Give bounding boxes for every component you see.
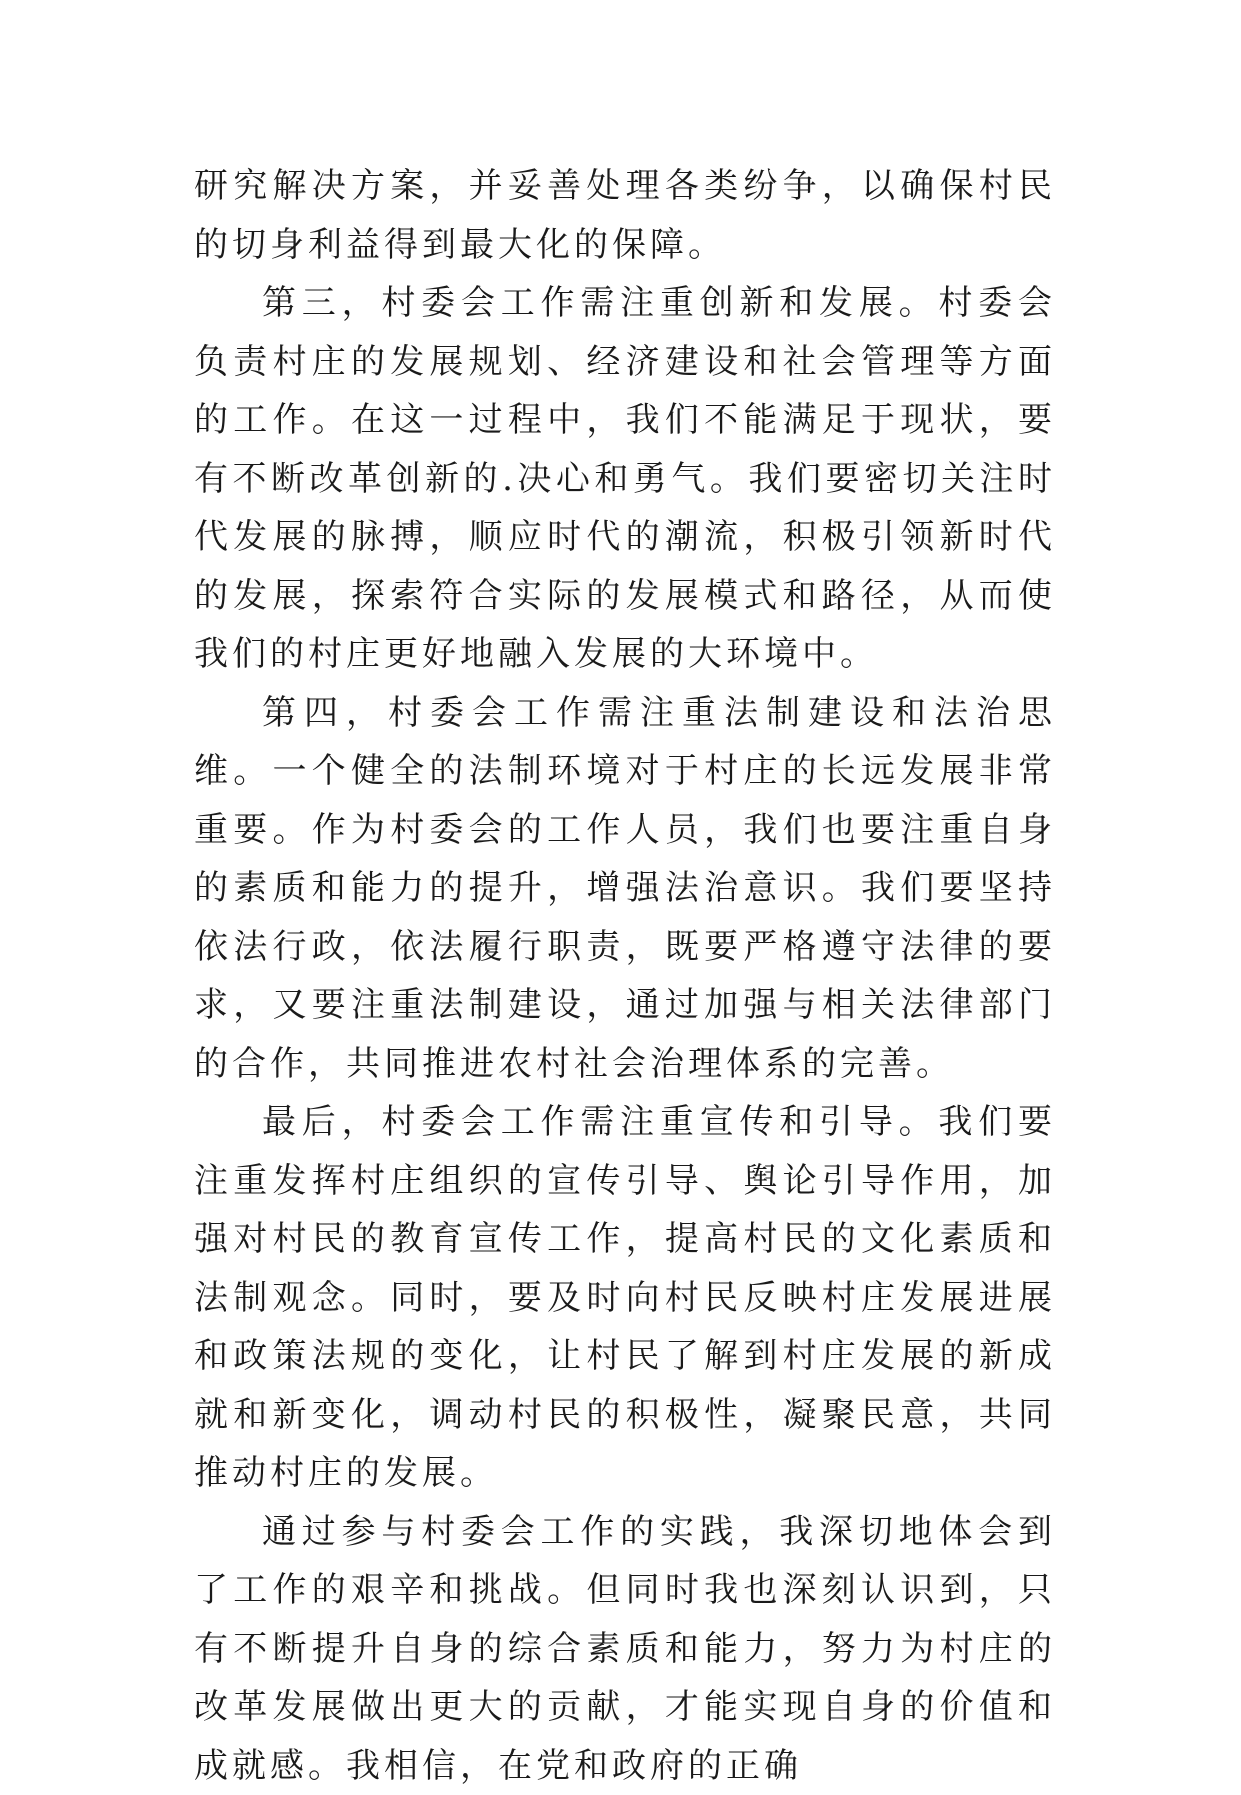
paragraph-1: 研究解决方案，并妥善处理各类纷争，以确保村民的切身利益得到最大化的保障。 [194,157,1056,274]
paragraph-4: 最后，村委会工作需注重宣传和引导。我们要注重发挥村庄组织的宣传引导、舆论引导作用，加强对村民的教育宣传工作，提高村民的文化素质和法制观念。同时，要及时向村民反映村庄发展进展和政策法规的变化，让村民了解到村庄发展的新成就和新变化，调动村民的积极性，凝聚民意，共同推动村庄的发展。 [194,1093,1056,1503]
paragraph-3: 第四，村委会工作需注重法制建设和法治思维。一个健全的法制环境对于村庄的长远发展非常重要。作为村委会的工作人员，我们也要注重自身的素质和能力的提升，增强法治意识。我们要坚持依法行政，依法履行职责，既要严格遵守法律的要求，又要注重法制建设，通过加强与相关法律部门的合作，共同推进农村社会治理体系的完善。 [194,684,1056,1094]
document-body [194,157,1056,1795]
paragraph-2: 第三，村委会工作需注重创新和发展。村委会负责村庄的发展规划、经济建设和社会管理等方面的工作。在这一过程中，我们不能满足于现状，要有不断改革创新的.决心和勇气。我们要密切关注时代发展的脉搏，顺应时代的潮流，积极引领新时代的发展，探索符合实际的发展模式和路径，从而使我们的村庄更好地融入发展的大环境中。 [194,274,1056,684]
paragraph-5: 通过参与村委会工作的实践，我深切地体会到了工作的艰辛和挑战。但同时我也深刻认识到，只有不断提升自身的综合素质和能力，努力为村庄的改革发展做出更大的贡献，才能实现自身的价值和成就感。我相信，在党和政府的正确 [194,1503,1056,1795]
